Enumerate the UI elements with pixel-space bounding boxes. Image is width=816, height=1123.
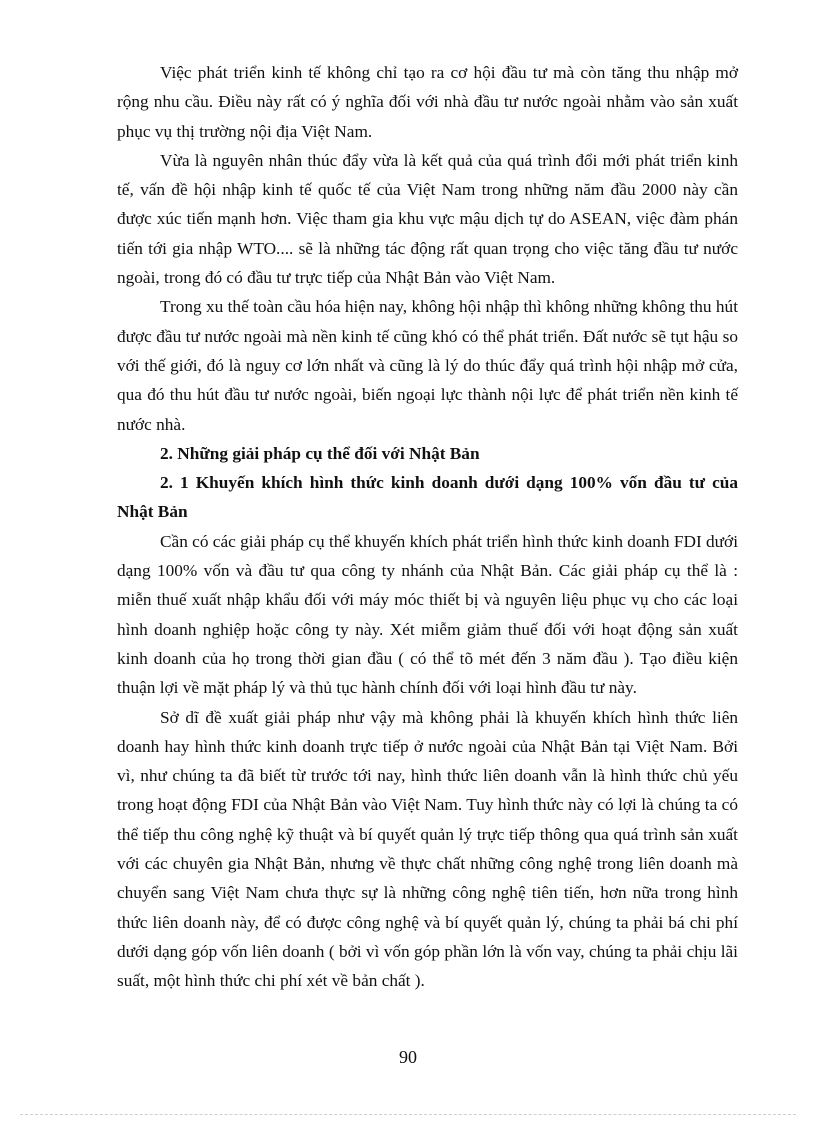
section-heading: 2. Những giải pháp cụ thể đối với Nhật Bản (160, 443, 480, 463)
bottom-divider (20, 1114, 796, 1115)
paragraph-3: Trong xu thế toàn cầu hóa hiện nay, không hội nhập thì không những không thu hút được đầu tư nước ngoài mà nền kinh tế cũng khó có thể phát triển. Đất nước sẽ tụt hậu so với thế giới, đó là nguy cơ lớn nhất và cũng là lý do thúc đẩy quá trình hội nhập mở cửa, qua đó thu hút đầu tư nước ngoài, biến ngoại lực thành nội lực để phát triển nền kinh tế nước nhà. (117, 297, 738, 434)
page-number: 90 (399, 1047, 417, 1067)
paragraph-5: Sở dĩ đề xuất giải pháp như vậy mà không phải là khuyến khích hình thức liên doanh hay hình thức kinh doanh trực tiếp ở nước ngoài của Nhật Bản tại Việt Nam. Bởi vì, như chúng ta đã biết từ trước tới nay, hình thức liên doanh vẫn là hình thức chủ yếu trong hoạt động FDI của Nhật Bản vào Việt Nam. Tuy hình thức này có lợi là chúng ta có thể tiếp thu công nghệ kỹ thuật và bí quyết quản lý trực tiếp thông qua quá trình sản xuất với các chuyên gia Nhật Bản, nhưng về thực chất những công nghệ trong liên doanh mà chuyển sang Việt Nam chưa thực sự là những công nghệ tiên tiến, hơn nữa trong hình thức liên doanh này, để có được công nghệ và bí quyết quản lý, chúng ta phải bá chi phí dưới dạng góp vốn liên doanh ( bởi vì vốn góp phần lớn là vốn vay, chúng ta phải chịu lãi suất, một hình thức chi phí xét về bản chất ). (117, 707, 738, 991)
paragraph-2: Vừa là nguyên nhân thúc đẩy vừa là kết quả của quá trình đổi mới phát triển kinh tế, vấn đề hội nhập kinh tế quốc tế của Việt Nam trong những năm đầu 2000 này cần được xúc tiến mạnh hơn. Việc tham gia khu vực mậu dịch tự do ASEAN, việc đàm phán tiến tới gia nhập WTO.... sẽ là những tác động rất quan trọng cho việc tăng đầu tư nước ngoài, trong đó có đầu tư trực tiếp của Nhật Bản vào Việt Nam. (117, 150, 738, 288)
subsection-heading: 2. 1 Khuyến khích hình thức kinh doanh dưới dạng 100% vốn đầu tư của Nhật Bản (117, 473, 738, 522)
body-text (117, 58, 738, 996)
paragraph-4: Cần có các giải pháp cụ thể khuyến khích phát triển hình thức kinh doanh FDI dưới dạng 100% vốn và đầu tư qua công ty nhánh của Nhật Bản. Các giải pháp cụ thể là : miễn thuế xuất nhập khẩu đối với máy móc thiết bị và nguyên liệu phục vụ cho các loại hình doanh nghiệp hoặc công ty này. Xét miễm giảm thuế đối với hoạt động sản xuất kinh doanh của họ trong thời gian đầu ( có thể tõ mét đến 3 năm đầu ). Tạo điều kiện thuận lợi về mặt pháp lý và thủ tục hành chính đối với loại hình đầu tư này. (117, 531, 738, 698)
paragraph-1: Việc phát triển kinh tế không chỉ tạo ra cơ hội đầu tư mà còn tăng thu nhập mở rộng nhu cầu. Điều này rất có ý nghĩa đối với nhà đầu tư nước ngoài nhằm vào sản xuất phục vụ thị trường nội địa Việt Nam. (117, 63, 738, 141)
